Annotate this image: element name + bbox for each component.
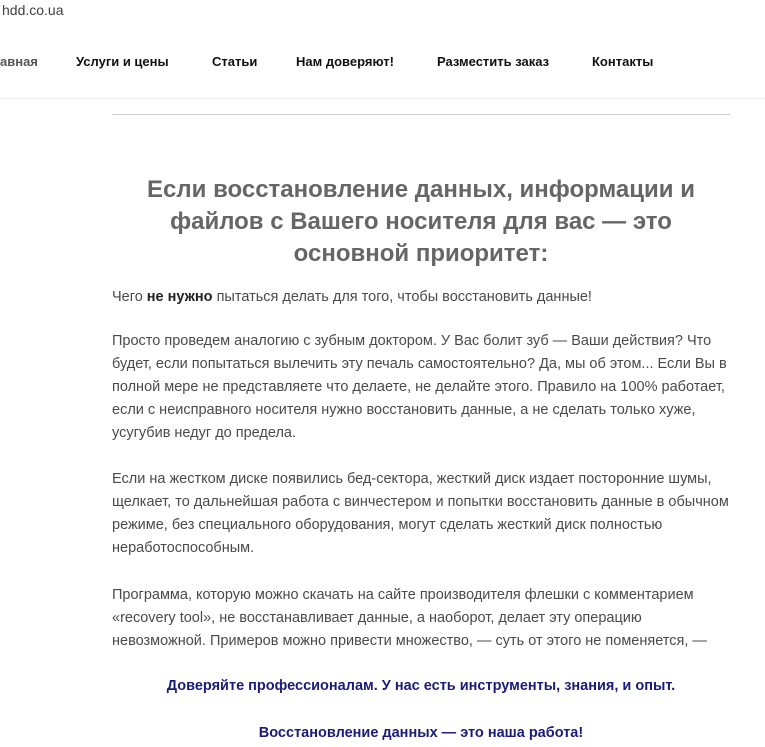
nav-item-services[interactable]: Услуги и цены [76,54,169,69]
nav-item-trust[interactable]: Нам доверяют! [296,54,394,69]
promo-our-work: Восстановление данных — это наша работа! [258,725,584,741]
nav-item-order[interactable]: Разместить заказ [437,54,550,69]
paragraph-bad-sectors: Если на жестком диске появились бед-сектора, жесткий диск издает посторонние шумы, щелкает, то дальнейшая работа с винчестером и попытки восстановить данные в обычном режиме, без специального оборудования, могут сделать жесткий диск полностью неработоспособным. [112,471,729,556]
main-navigation [0,24,765,99]
intro-text-bold: не нужно [146,289,213,305]
intro-paragraph [112,286,732,309]
paragraph-dentist-analogy: Просто проведем аналогию с зубным доктором. У Вас болит зуб — Ваши действия? Что будет, если попытаться вылечить эту печаль самостоятельно? Да, мы об этом... Если Вы в полной мере не представляете что делаете, не делайте этого. Правило на 100% работает, если с неисправного носителя нужно восстановить данные, а не сделать только хуже, усугубив недуг до предела. [112,333,727,441]
nav-item-home[interactable]: авная [0,54,38,69]
nav-item-articles[interactable]: Статьи [212,54,258,69]
nav-item-contacts[interactable]: Контакты [592,54,654,69]
address-bar[interactable] [0,0,765,25]
intro-text-before: Чего [112,289,147,305]
paragraph-recovery-tool: Программа, которую можно скачать на сайте производителя флешки с комментарием «recovery tool», не восстанавливает данные, а наоборот, делает эту операцию невозможной. Примеров можно привести множество, — суть от этого не поменяется, — [112,587,707,649]
page-headline: Если восстановление данных, информации и файлов с Вашего носителя для вас — это основной приоритет: [147,176,695,267]
divider [112,114,730,115]
promo-trust-professionals: Доверяйте профессионалам. У нас есть инструменты, знания, и опыт. [166,678,676,694]
url-text[interactable]: hdd.co.ua [2,2,64,18]
intro-text-after: пытаться делать для того, чтобы восстановить данные! [212,289,592,305]
